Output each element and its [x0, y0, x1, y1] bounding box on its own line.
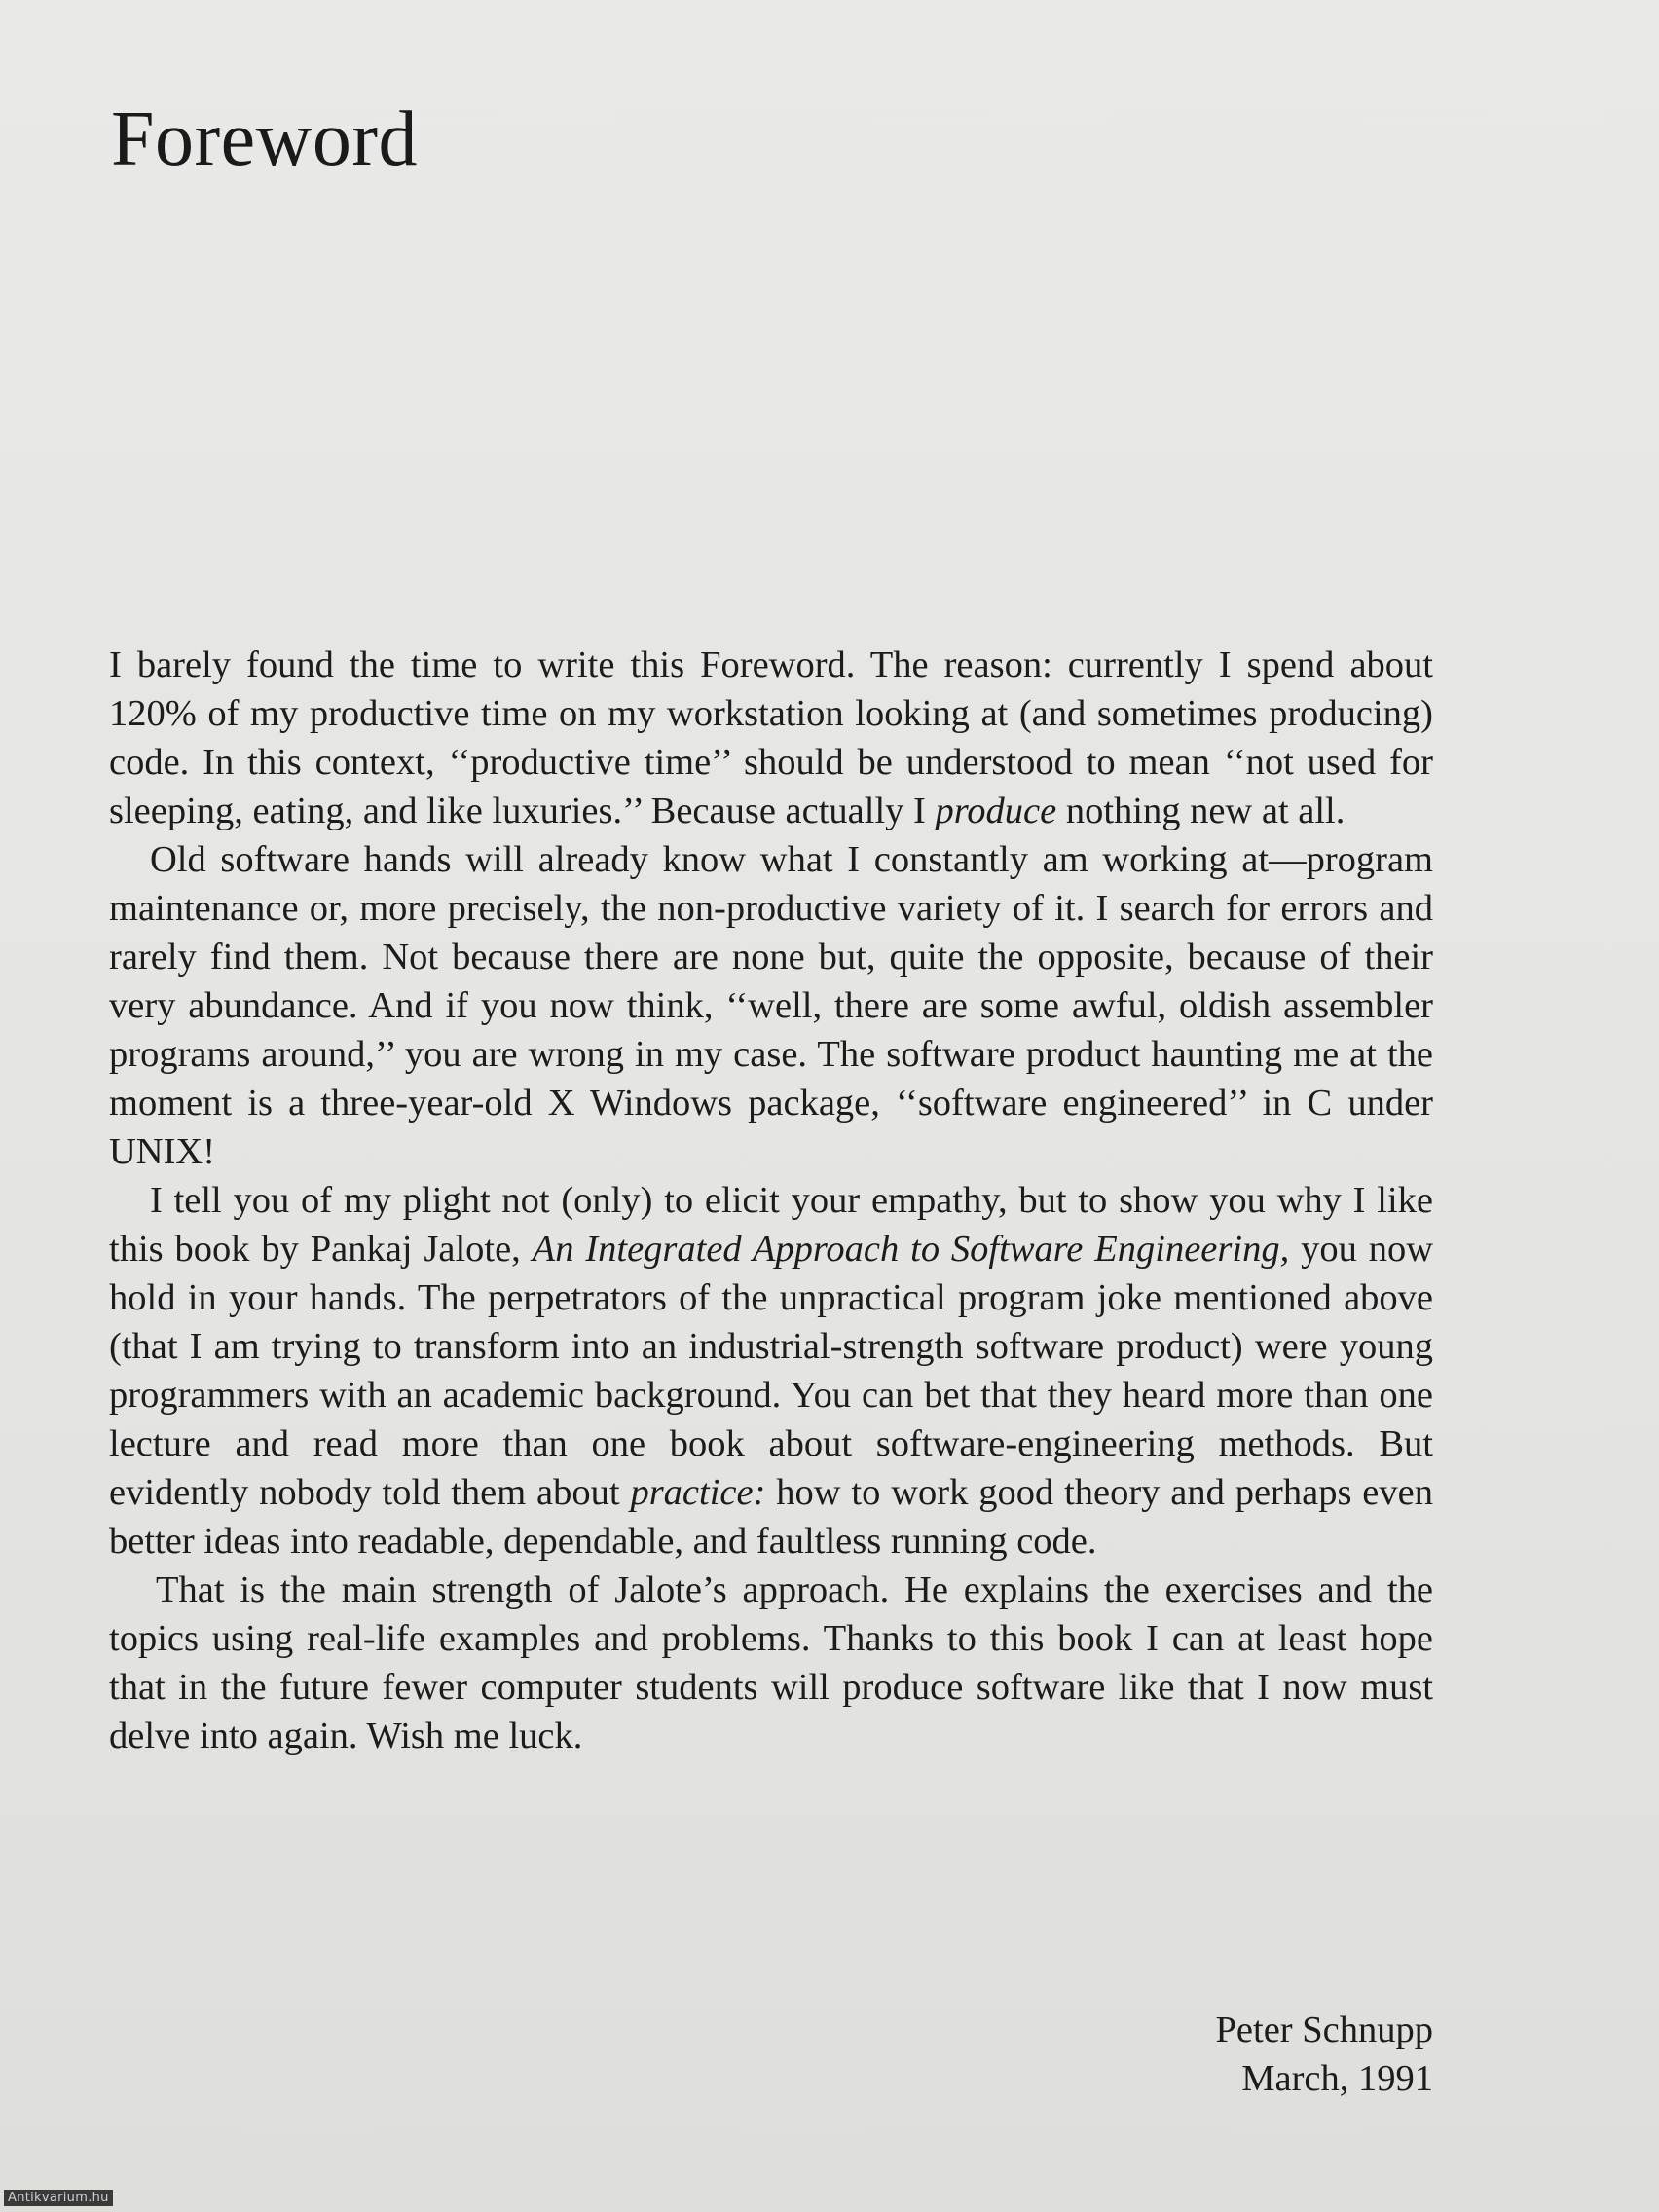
practice-emphasis: practice: [630, 1472, 766, 1513]
paragraph-3-text-a: I tell you of my plight not (only) to elicit your empathy, but to show you why I like this book by Pankaj Jalote, [109, 1180, 1433, 1270]
paragraph-1-emphasis: produce [935, 791, 1057, 831]
paragraph-4-text: That is the main strength of Jalote’s approach. He explains the exercises and the topics using real-life examples and problems. Thanks to this book I can at least hope that in the future fewer computer students will produce software like that I now must delve into again. Wish me luck. [109, 1569, 1433, 1756]
paragraph-2 [109, 835, 1433, 1176]
paragraph-1-text-b: nothing new at all. [1056, 791, 1346, 831]
author-name: Peter Schnupp [1215, 2009, 1433, 2050]
paragraph-2-text: Old software hands will already know what I constantly am working at—program maintenance or, more precisely, the non-productive variety of it. I search for errors and rarely find them. Not because there are none but, quite the opposite, because of their very abundance. And if you now think, ‘‘well, there are some awful, oldish assembler programs around,’’ you are wrong in my case. The software product haunting me at the moment is a three-year-old X Windows package, ‘‘software engineered’’ in C under UNIX! [109, 839, 1433, 1172]
signature-block [1216, 2006, 1433, 2103]
paragraph-1 [109, 641, 1433, 835]
paragraph-4 [109, 1566, 1433, 1760]
signature-date: March, 1991 [1241, 2058, 1433, 2099]
watermark-label: Antikvarium.hu [4, 2190, 113, 2206]
page-title: Foreword [111, 96, 419, 182]
paragraph-3 [109, 1176, 1433, 1566]
book-title-emphasis: An Integrated Approach to Software Engineering, [532, 1229, 1290, 1270]
paragraph-3-text-c: how to work good theory and perhaps even better ideas into readable, dependable, and faultless running code. [109, 1472, 1433, 1562]
foreword-body [109, 641, 1433, 1760]
paragraph-3-text-b: you now hold in your hands. The perpetrators of the unpractical program joke mentioned above (that I am trying to transform into an industrial-strength software product) were young programmers with an academic background. You can bet that they heard more than one lecture and read more than one book about software-engineering methods. But evidently nobody told them about [109, 1229, 1434, 1513]
paragraph-1-text-a: I barely found the time to write this Foreword. The reason: currently I spend about 120% of my productive time on my workstation looking at (and sometimes producing) code. In this context, ‘‘productive time’’ should be understood to mean ‘‘not used for sleeping, eating, and like luxuries.’’ Because actually I [109, 645, 1433, 831]
